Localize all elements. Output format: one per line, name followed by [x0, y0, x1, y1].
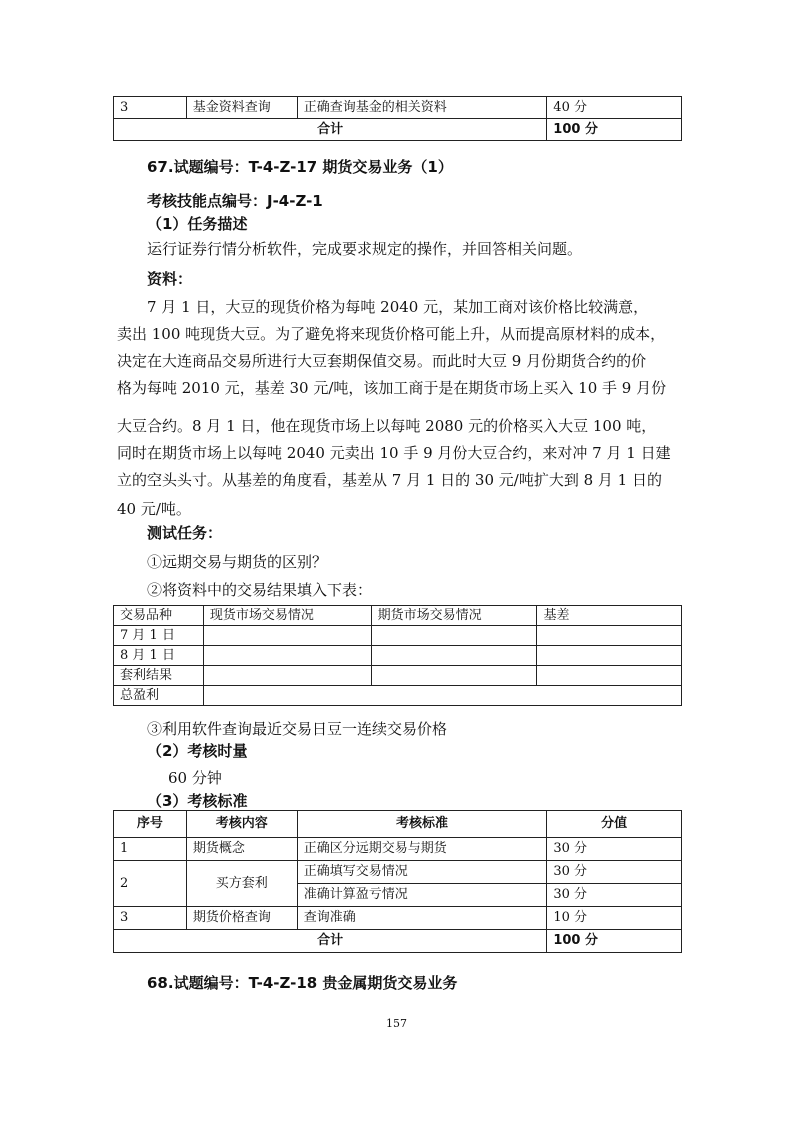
total-profit-cell[interactable] — [203, 686, 681, 706]
basis-cell[interactable] — [537, 666, 682, 686]
assessment-content: 买方套利 — [186, 861, 297, 907]
task-heading: （1）任务描述 — [147, 215, 248, 233]
table-row — [114, 626, 682, 646]
score: 30 分 — [547, 884, 682, 907]
material-line: 决定在大连商品交易所进行大豆套期保值交易。而此时大豆 9 月份期货合约的价 — [117, 352, 647, 370]
test-item-2: ②将资料中的交易结果填入下表： — [147, 581, 373, 599]
test-item-1: ①远期交易与期货的区别？ — [147, 553, 328, 571]
table-total-row — [114, 686, 682, 706]
assessment-standard: 正确区分远期交易与期货 — [297, 838, 547, 861]
table-total-row — [114, 119, 682, 141]
test-task-heading: 测试任务： — [147, 524, 223, 542]
row-label: 7 月 1 日 — [114, 626, 204, 646]
score: 10 分 — [547, 907, 682, 930]
material-line: 同时在期货市场上以每吨 2040 元卖出 10 手 9 月份大豆合约，来对冲 7 月 1 日建 — [117, 444, 671, 462]
assessment-content: 期货概念 — [186, 838, 297, 861]
assessment-standard: 正确查询基金的相关资料 — [297, 97, 547, 119]
assessment-standard: 查询准确 — [297, 907, 547, 930]
table-total-row — [114, 930, 682, 953]
table-row — [114, 907, 682, 930]
table-header-row — [114, 606, 682, 626]
table-row — [114, 97, 682, 119]
row-number: 1 — [114, 838, 187, 861]
row-label: 8 月 1 日 — [114, 646, 204, 666]
row-label: 总盈利 — [114, 686, 204, 706]
table-row — [114, 838, 682, 861]
header-score: 分值 — [547, 811, 682, 838]
futures-cell[interactable] — [371, 646, 537, 666]
time-value: 60 分钟 — [168, 769, 222, 787]
material-line: 7 月 1 日，大豆的现货价格为每吨 2040 元，某加工商对该价格比较满意， — [147, 298, 649, 316]
futures-cell[interactable] — [371, 666, 537, 686]
question-67-title: 67.试题编号：T-4-Z-17 期货交易业务（1） — [147, 158, 453, 176]
standard-heading: （3）考核标准 — [147, 792, 248, 810]
total-label: 合计 — [114, 930, 547, 953]
table-row — [114, 646, 682, 666]
row-number: 3 — [114, 97, 187, 119]
assessment-content: 基金资料查询 — [186, 97, 297, 119]
header-number: 序号 — [114, 811, 187, 838]
task-description: 运行证券行情分析软件，完成要求规定的操作，并回答相关问题。 — [147, 240, 583, 258]
row-number: 3 — [114, 907, 187, 930]
futures-cell[interactable] — [371, 626, 537, 646]
header-variety: 交易品种 — [114, 606, 204, 626]
table-header-row — [114, 811, 682, 838]
question-68-title: 68.试题编号：T-4-Z-18 贵金属期货交易业务 — [147, 974, 458, 992]
basis-cell[interactable] — [537, 646, 682, 666]
material-heading: 资料： — [147, 270, 193, 288]
total-score: 100 分 — [547, 119, 682, 141]
test-item-3: ③利用软件查询最近交易日豆一连续交易价格 — [147, 720, 448, 738]
skill-code: 考核技能点编号：J-4-Z-1 — [147, 192, 323, 210]
table-row — [114, 861, 682, 884]
assessment-content: 期货价格查询 — [186, 907, 297, 930]
material-line: 立的空头头寸。从基差的角度看，基差从 7 月 1 日的 30 元/吨扩大到 8 月 1 日的 — [117, 471, 662, 489]
score: 30 分 — [547, 838, 682, 861]
material-line: 40 元/吨。 — [117, 500, 191, 518]
material-line: 大豆合约。8 月 1 日，他在现货市场上以每吨 2080 元的价格买入大豆 100 吨， — [117, 417, 657, 435]
score: 30 分 — [547, 861, 682, 884]
basis-cell[interactable] — [537, 626, 682, 646]
trade-results-table — [113, 605, 682, 706]
header-futures: 期货市场交易情况 — [371, 606, 537, 626]
spot-cell[interactable] — [203, 666, 371, 686]
assessment-standard-table — [113, 810, 682, 953]
spot-cell[interactable] — [203, 646, 371, 666]
assessment-standard: 正确填写交易情况 — [297, 861, 547, 884]
header-content: 考核内容 — [186, 811, 297, 838]
row-label: 套利结果 — [114, 666, 204, 686]
total-label: 合计 — [114, 119, 547, 141]
row-number: 2 — [114, 861, 187, 907]
header-basis: 基差 — [537, 606, 682, 626]
table-row — [114, 666, 682, 686]
total-score: 100 分 — [547, 930, 682, 953]
material-line: 卖出 100 吨现货大豆。为了避免将来现货价格可能上升，从而提高原材料的成本， — [117, 325, 666, 343]
header-standard: 考核标准 — [297, 811, 547, 838]
time-heading: （2）考核时量 — [147, 742, 248, 760]
spot-cell[interactable] — [203, 626, 371, 646]
top-score-table — [113, 96, 682, 141]
header-spot: 现货市场交易情况 — [203, 606, 371, 626]
assessment-standard: 准确计算盈亏情况 — [297, 884, 547, 907]
page-number: 157 — [386, 1017, 407, 1030]
material-line: 格为每吨 2010 元，基差 30 元/吨，该加工商于是在期货市场上买入 10 手 9 月份 — [117, 379, 667, 397]
score: 40 分 — [547, 97, 682, 119]
